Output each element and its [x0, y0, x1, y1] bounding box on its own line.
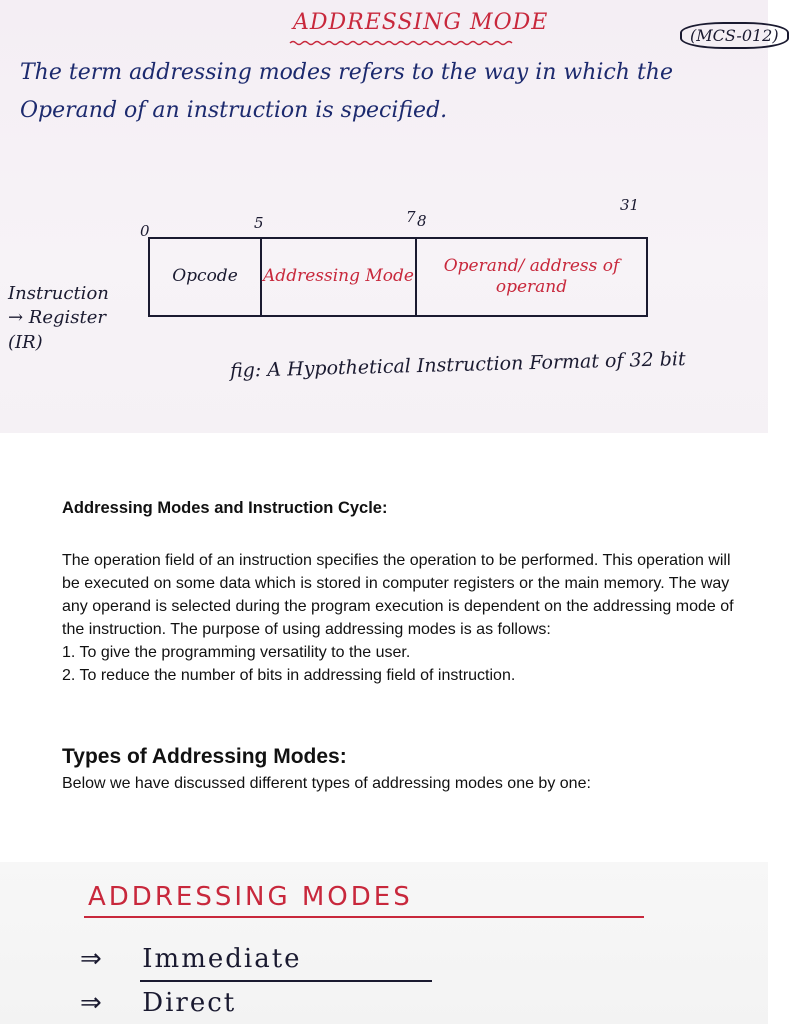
instruction-register-label — [8, 282, 128, 355]
field-opcode: Opcode — [150, 239, 262, 315]
mode-name: Immediate — [142, 944, 302, 974]
implies-arrow-icon: ⇒ — [80, 944, 104, 974]
wavy-underline — [290, 40, 512, 46]
handwritten-note-top — [0, 0, 779, 433]
register-label-text: Instruction → Register (IR) — [8, 283, 109, 353]
item-underline — [140, 980, 432, 982]
body-paragraph: The operation field of an instruction specifies the operation to be performed. This operation will be executed on some data which is stored in computer registers or the main memory. The way any operand is selected during the program execution is dependent on the addressing mode of the instruction. The purpose of using addressing modes is as follows: — [62, 552, 734, 638]
definition-line-1: The term addressing modes refers to the way in which the — [20, 60, 673, 85]
purpose-item-2: 2. To reduce the number of bits in addressing field of instruction. — [62, 667, 516, 684]
figure-caption: fig: A Hypothetical Instruction Format of 32 bit — [229, 348, 686, 382]
bit-position-0: 0 — [140, 222, 150, 240]
mode-item-direct — [80, 988, 236, 1018]
note-title: ADDRESSING MODE — [293, 10, 549, 35]
types-heading: Types of Addressing Modes: — [62, 745, 347, 768]
field-operand: Operand/ address of operand — [443, 255, 620, 297]
types-intro: Below we have discussed different types of addressing modes one by one: — [62, 775, 591, 792]
bit-position-8: 8 — [417, 212, 427, 230]
mode-item-immediate — [80, 944, 302, 974]
implies-arrow-icon: ⇒ — [80, 988, 104, 1018]
title-underline — [84, 916, 644, 918]
section-heading: Addressing Modes and Instruction Cycle: — [62, 499, 388, 517]
body-text — [62, 549, 742, 687]
modes-title: ADDRESSING MODES — [88, 882, 413, 912]
bit-position-31: 31 — [620, 196, 640, 214]
definition-line-2: Operand of an instruction is specified. — [20, 98, 448, 123]
handwritten-note-bottom — [0, 862, 768, 1024]
bit-position-7: 7 — [406, 208, 416, 226]
field-addressing-mode: Addressing Mode — [262, 239, 417, 315]
instruction-format-box — [148, 237, 648, 317]
bit-position-5: 5 — [254, 214, 264, 232]
purpose-item-1: 1. To give the programming versatility to the user. — [62, 644, 411, 661]
course-code: (MCS-012) — [680, 22, 789, 49]
mode-name: Direct — [142, 988, 237, 1018]
